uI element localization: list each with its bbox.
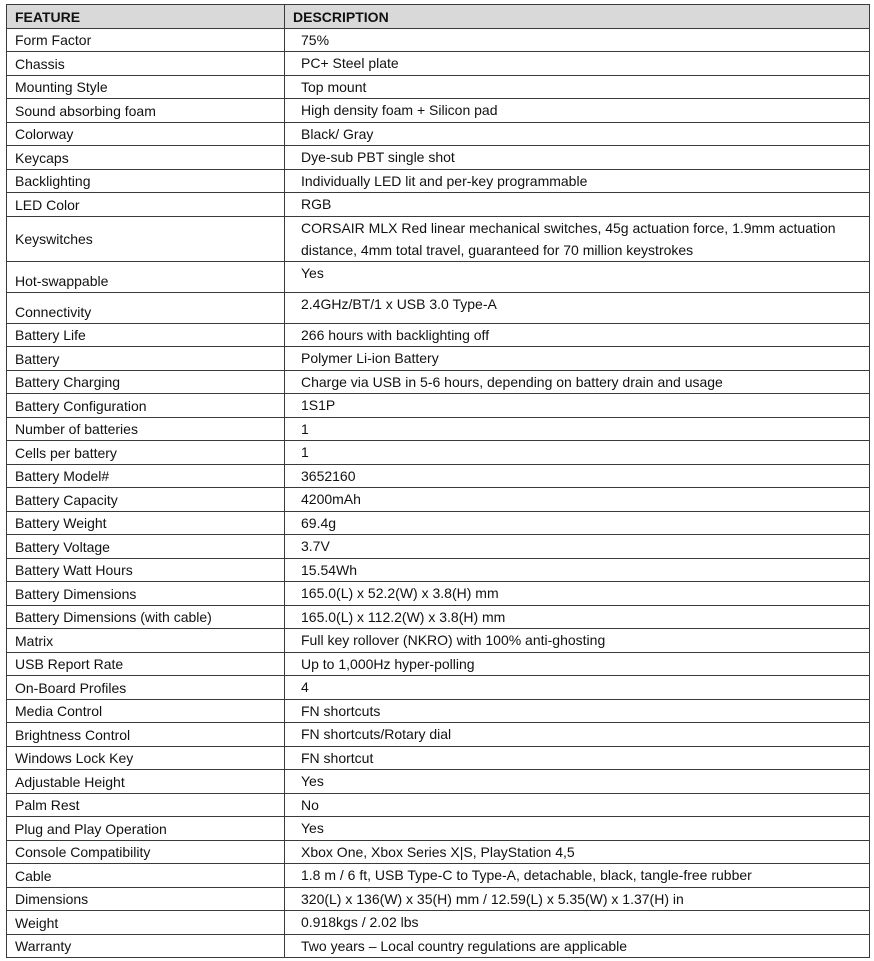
table-row <box>7 770 870 794</box>
feature-cell: Palm Rest <box>7 793 285 817</box>
description-cell: Polymer Li-ion Battery <box>285 347 870 371</box>
table-row <box>7 746 870 770</box>
description-cell: Top mount <box>285 75 870 99</box>
feature-cell: Media Control <box>7 699 285 723</box>
feature-cell: Keycaps <box>7 146 285 170</box>
feature-cell: Plug and Play Operation <box>7 817 285 841</box>
description-cell: 3.7V <box>285 535 870 559</box>
feature-cell: Sound absorbing foam <box>7 99 285 123</box>
table-row <box>7 261 870 292</box>
description-cell: 165.0(L) x 52.2(W) x 3.8(H) mm <box>285 582 870 606</box>
feature-cell: Dimensions <box>7 887 285 911</box>
feature-cell: Battery Life <box>7 323 285 347</box>
feature-cell: Backlighting <box>7 169 285 193</box>
feature-cell: Battery Dimensions (with cable) <box>7 605 285 629</box>
description-cell: PC+ Steel plate <box>285 52 870 76</box>
feature-cell: Chassis <box>7 52 285 76</box>
description-cell: 4200mAh <box>285 488 870 512</box>
table-row <box>7 464 870 488</box>
table-row <box>7 370 870 394</box>
table-row <box>7 887 870 911</box>
table-row <box>7 75 870 99</box>
feature-cell: Form Factor <box>7 28 285 52</box>
description-cell: Charge via USB in 5-6 hours, depending on battery drain and usage <box>285 370 870 394</box>
table-row <box>7 934 870 958</box>
description-cell: No <box>285 793 870 817</box>
table-row <box>7 535 870 559</box>
table-row <box>7 582 870 606</box>
feature-cell: On-Board Profiles <box>7 676 285 700</box>
description-cell: Individually LED lit and per-key programmable <box>285 169 870 193</box>
table-row <box>7 169 870 193</box>
description-cell: 1S1P <box>285 394 870 418</box>
table-row <box>7 605 870 629</box>
feature-cell: Cells per battery <box>7 441 285 465</box>
description-cell: Yes <box>285 817 870 841</box>
table-row <box>7 511 870 535</box>
table-header-row <box>7 5 870 29</box>
feature-cell: LED Color <box>7 193 285 217</box>
feature-cell: USB Report Rate <box>7 652 285 676</box>
feature-cell: Brightness Control <box>7 723 285 747</box>
column-header-description: DESCRIPTION <box>285 5 870 29</box>
description-cell: 0.918kgs / 2.02 lbs <box>285 911 870 935</box>
description-cell: Two years – Local country regulations are applicable <box>285 934 870 958</box>
feature-cell: Battery Charging <box>7 370 285 394</box>
feature-cell: Cable <box>7 864 285 888</box>
description-cell: High density foam + Silicon pad <box>285 99 870 123</box>
table-row <box>7 676 870 700</box>
description-cell: 69.4g <box>285 511 870 535</box>
table-row <box>7 441 870 465</box>
feature-cell: Warranty <box>7 934 285 958</box>
feature-cell: Battery Dimensions <box>7 582 285 606</box>
table-row <box>7 417 870 441</box>
description-cell: 266 hours with backlighting off <box>285 323 870 347</box>
table-row <box>7 864 870 888</box>
feature-cell: Hot-swappable <box>7 261 285 292</box>
description-cell: Yes <box>285 770 870 794</box>
feature-cell: Windows Lock Key <box>7 746 285 770</box>
table-row <box>7 840 870 864</box>
table-row <box>7 323 870 347</box>
column-header-feature: FEATURE <box>7 5 285 29</box>
feature-cell: Battery Weight <box>7 511 285 535</box>
table-row <box>7 52 870 76</box>
description-cell: Yes <box>285 261 870 292</box>
description-cell: FN shortcut <box>285 746 870 770</box>
feature-cell: Battery Voltage <box>7 535 285 559</box>
description-cell: FN shortcuts <box>285 699 870 723</box>
description-cell: 75% <box>285 28 870 52</box>
description-cell: Xbox One, Xbox Series X|S, PlayStation 4,5 <box>285 840 870 864</box>
feature-cell: Weight <box>7 911 285 935</box>
table-row <box>7 629 870 653</box>
table-row <box>7 911 870 935</box>
feature-cell: Connectivity <box>7 292 285 323</box>
description-cell: 165.0(L) x 112.2(W) x 3.8(H) mm <box>285 605 870 629</box>
table-row <box>7 122 870 146</box>
table-row <box>7 292 870 323</box>
table-row <box>7 99 870 123</box>
table-row <box>7 488 870 512</box>
description-cell: 2.4GHz/BT/1 x USB 3.0 Type-A <box>285 292 870 323</box>
description-cell: Dye-sub PBT single shot <box>285 146 870 170</box>
description-cell: 4 <box>285 676 870 700</box>
feature-cell: Colorway <box>7 122 285 146</box>
description-cell: Black/ Gray <box>285 122 870 146</box>
description-cell: Full key rollover (NKRO) with 100% anti-ghosting <box>285 629 870 653</box>
description-cell: 3652160 <box>285 464 870 488</box>
table-row <box>7 652 870 676</box>
feature-cell: Battery Configuration <box>7 394 285 418</box>
table-row <box>7 723 870 747</box>
description-cell: 15.54Wh <box>285 558 870 582</box>
table-row <box>7 28 870 52</box>
feature-cell: Battery <box>7 347 285 371</box>
spec-table <box>6 4 870 958</box>
feature-cell: Number of batteries <box>7 417 285 441</box>
feature-cell: Matrix <box>7 629 285 653</box>
table-row <box>7 699 870 723</box>
table-row <box>7 146 870 170</box>
description-cell: FN shortcuts/Rotary dial <box>285 723 870 747</box>
feature-cell: Mounting Style <box>7 75 285 99</box>
feature-cell: Battery Model# <box>7 464 285 488</box>
table-row <box>7 193 870 217</box>
description-cell: 1 <box>285 441 870 465</box>
description-cell: 1.8 m / 6 ft, USB Type-C to Type-A, detachable, black, tangle-free rubber <box>285 864 870 888</box>
table-row <box>7 793 870 817</box>
description-cell: RGB <box>285 193 870 217</box>
description-cell: 1 <box>285 417 870 441</box>
spec-table-body <box>7 28 870 958</box>
feature-cell: Adjustable Height <box>7 770 285 794</box>
description-cell: Up to 1,000Hz hyper-polling <box>285 652 870 676</box>
table-row <box>7 347 870 371</box>
table-row <box>7 216 870 261</box>
table-row <box>7 817 870 841</box>
feature-cell: Battery Watt Hours <box>7 558 285 582</box>
description-cell: 320(L) x 136(W) x 35(H) mm / 12.59(L) x 5.35(W) x 1.37(H) in <box>285 887 870 911</box>
description-cell: CORSAIR MLX Red linear mechanical switches, 45g actuation force, 1.9mm actuation distance, 4mm total travel, guaranteed for 70 million keystrokes <box>285 216 870 261</box>
feature-cell: Keyswitches <box>7 216 285 261</box>
table-row <box>7 558 870 582</box>
feature-cell: Console Compatibility <box>7 840 285 864</box>
table-row <box>7 394 870 418</box>
feature-cell: Battery Capacity <box>7 488 285 512</box>
